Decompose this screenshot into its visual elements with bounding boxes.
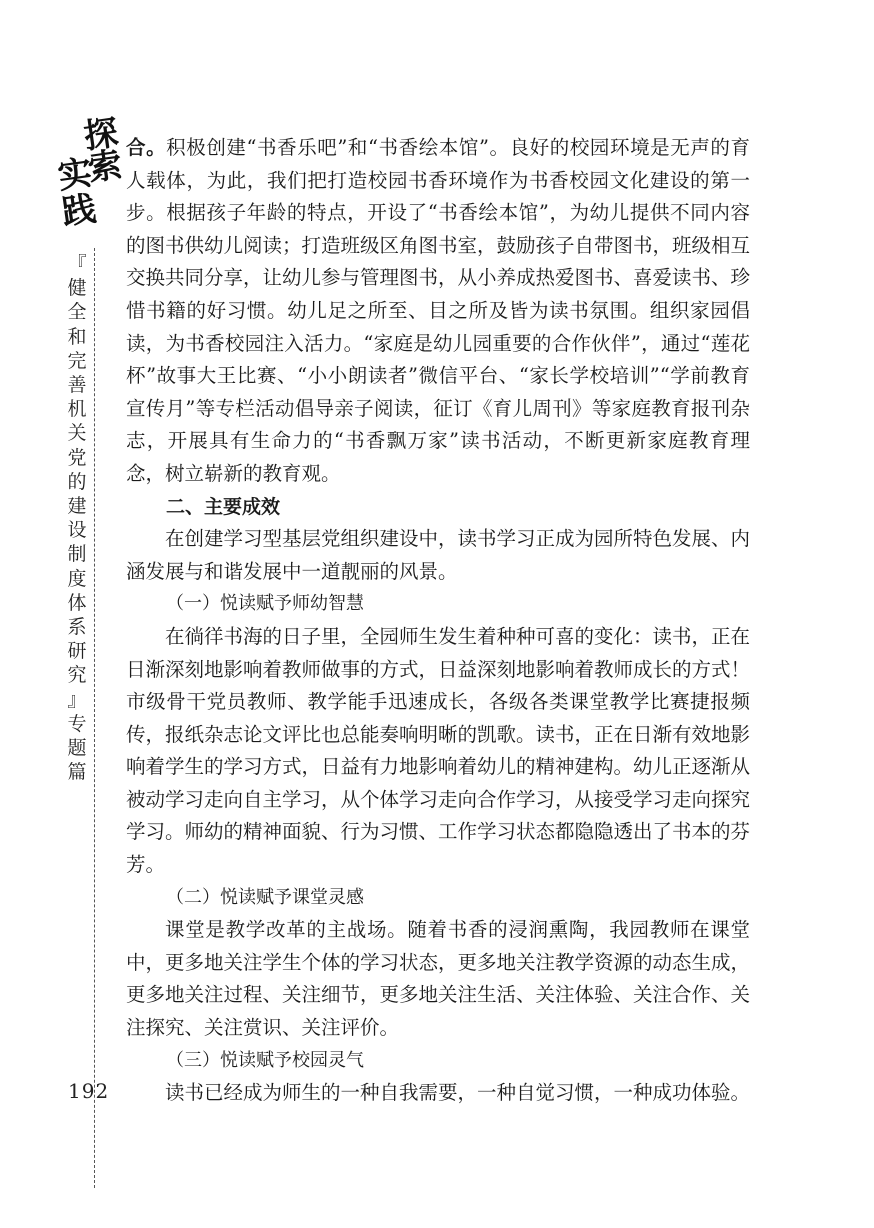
subheading-3: （三）悦读赋予校园灵气 <box>166 1049 364 1071</box>
paragraph-1-text: 积极创建“书香乐吧”和“书香绘本馆”。良好的校园环境是无声的育人载体，为此，我们把打造校园书香环境作为书香校园文化建设的第一步。根据孩子年龄的特点，开设了“书香绘本馆”，为幼儿提供不同内容的图书供幼儿阅读；打造班级区角图书室，鼓励孩子自带图书，班级相互交换共同分享，让幼儿参与管理图书，从小养成热爱图书、喜爱读书、珍惜书籍的好习惯。幼儿足之所至、目之所及皆为读书氛围。组织家园倡读，为书香校园注入活力。“家庭是幼儿园重要的合作伙伴”，通过“莲花杯”故事大王比赛、“小小朗读者”微信平台、“家长学校培训”“学前教育宣传月”等专栏活动倡导亲子阅读，征订《育儿周刊》等家庭教育报刊杂志，开展具有生命力的“书香飘万家”读书活动，不断更新家庭教育理念，树立崭新的教育观。 <box>126 136 751 485</box>
paragraph-4: 课堂是教学改革的主战场。随着书香的浸润熏陶，我园教师在课堂中，更多地关注学生个体的学习状态，更多地关注教学资源的动态生成，更多地关注过程、关注细节，更多地关注生活、关注体验、关注合作、关注探究、关注赏识、关注评价。 <box>126 918 751 1040</box>
paragraph-5: 读书已经成为师生的一种自我需要，一种自觉习惯，一种成功体验。 <box>165 1081 751 1105</box>
section-heading: 二、主要成效 <box>166 495 281 518</box>
calligraphy-char-2: 索 <box>85 144 125 190</box>
calligraphy-char-1: 探 <box>81 112 121 158</box>
calligraphy-char-3: 实 <box>55 152 95 198</box>
page-number: 192 <box>68 1079 110 1103</box>
sidebar <box>55 112 125 1108</box>
subheading-1: （一）悦读赋予师幼智慧 <box>166 593 364 615</box>
subheading-2: （二）悦读赋予课堂灵感 <box>166 886 364 908</box>
vertical-section-title: 『 健 全 和 完 善 机 关 党 的 建 设 制 度 体 系 研 究 』 专 题 篇 <box>67 253 87 784</box>
paragraph-2: 在创建学习型基层党组织建设中，读书学习正成为园所特色发展、内涵发展与和谐发展中一道靓丽的风景。 <box>126 527 751 583</box>
body-text <box>126 132 750 1110</box>
paragraph-1 <box>126 132 750 491</box>
dashed-divider <box>94 248 95 1188</box>
calligraphy-char-4: 践 <box>59 188 99 234</box>
paragraph-3: 在徜徉书海的日子里，全园师生发生着种种可喜的变化：读书，正在日渐深刻地影响着教师做事的方式，日益深刻地影响着教师成长的方式！市级骨干党员教师、教学能手迅速成长，各级各类课堂教学比赛捷报频传，报纸杂志论文评比也总能奏响明晰的凯歌。读书，正在日渐有效地影响着学生的学习方式，日益有力地影响着幼儿的精神建构。幼儿正逐渐从被动学习走向自主学习，从个体学习走向合作学习，从接受学习走向探究学习。师幼的精神面貌、行为习惯、工作学习状态都隐隐透出了书本的芬芳。 <box>126 624 751 877</box>
paragraph-lead: 合。 <box>126 136 167 159</box>
